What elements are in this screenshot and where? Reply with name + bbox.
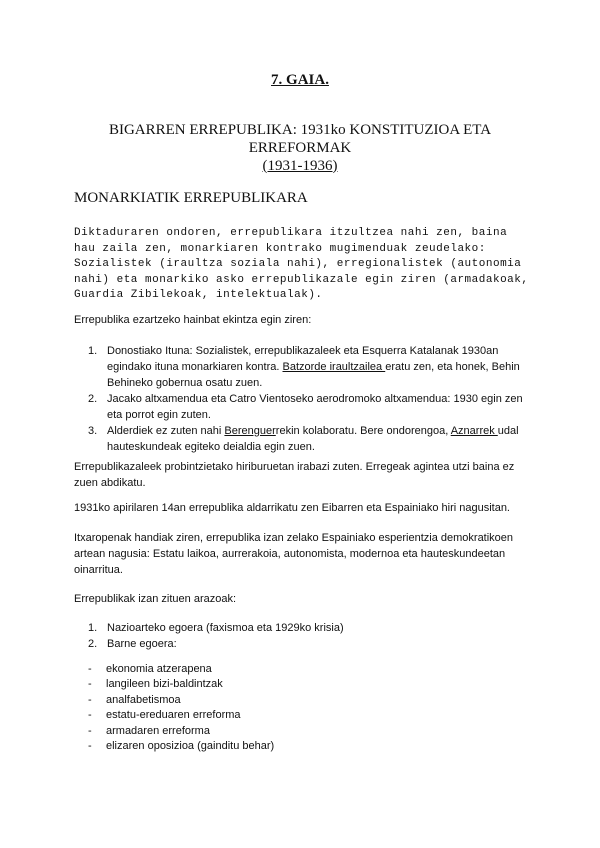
title-line-1: BIGARREN ERREPUBLIKA: 1931ko KONSTITUZIOA ETA xyxy=(108,122,492,138)
title-line-2: ERREFORMAK xyxy=(248,140,352,156)
paragraph-problems: Errepublikak izan zituen arazoak: xyxy=(74,593,237,605)
list-item: 2. Jacako altxamendua eta Catro Vientoseko aerodromoko altxamendua: 1930 egin zen eta porrot egin zuten. xyxy=(88,393,523,421)
list-item: 1. Donostiako Ituna: Sozialistek, errepublikazaleek eta Esquerra Katalanak 1930an egindako ituna monarkiaren kontra. Batzorde iraultzailea eratu zen, eta honek, Behin Behineko gobernua osatu zuen. xyxy=(88,345,520,389)
internal-problems-list xyxy=(74,662,534,754)
link-batzorde: Batzorde iraultzailea xyxy=(282,361,386,373)
list-item: - armadaren erreforma xyxy=(88,724,210,737)
chapter-heading: 7. GAIA. xyxy=(271,72,329,88)
list-item: - langileen bizi-baldintzak xyxy=(88,678,223,691)
list-item: - elizaren oposizioa (gainditu behar) xyxy=(88,740,275,753)
paragraph-actions: Errepublika ezartzeko hainbat ekintza egin ziren: xyxy=(74,314,312,326)
paragraph-proclamation: 1931ko apirilaren 14an errepublika aldarrikatu zen Eibarren eta Espainiako hiri nagusitan. xyxy=(74,502,510,514)
paragraph-hopes: Itxaropenak handiak ziren, errepublika izan zelako Espainiako esperientzia demokratikoen artean nagusia: Estatu laikoa, aurrerakoia, autonomista, modernoa eta hauteskundeetan oinarritua. xyxy=(74,532,514,576)
list-item: 2. Barne egoera: xyxy=(88,638,177,650)
document-title xyxy=(60,121,540,175)
intro-paragraph: Diktaduraren ondoren, errepublikara itzultzea nahi zen, baina hau zaila zen, monarkiaren kontrako mugimenduak zeudelako: Sozialistek (iraultza soziala nahi), erregionalistek (autonomia nahi) eta monarkiko asko errepublikazale egin ziren (armadakoak, Guardia Zibilekoak, intelektualak). xyxy=(74,227,529,301)
paragraph-elections: Errepublikazaleek probintzietako hiriburuetan irabazi zuten. Erregeak agintea utzi baina ez zuen abdikatu. xyxy=(74,461,515,489)
link-aznar: Aznarrek xyxy=(450,425,498,437)
list-item: - ekonomia atzerapena xyxy=(88,663,212,675)
list-item: 3. Alderdiek ez zuten nahi Berenguerrekin kolaboratu. Bere ondorengoa, Aznarrek udal hauteskundeak egiteko deialdia egin zuen. xyxy=(88,425,519,453)
list-item: - analfabetismoa xyxy=(88,693,181,706)
list-item: 1. Nazioarteko egoera (faxismoa eta 1929ko krisia) xyxy=(88,622,344,634)
link-berenguer: Berenguer xyxy=(224,425,276,437)
section-title: MONARKIATIK ERREPUBLIKARA xyxy=(74,190,308,206)
title-line-3: (1931-1936) xyxy=(262,158,338,174)
actions-list xyxy=(74,343,534,455)
problems-context-list xyxy=(74,620,534,652)
list-item: - estatu-ereduaren erreforma xyxy=(88,709,241,722)
